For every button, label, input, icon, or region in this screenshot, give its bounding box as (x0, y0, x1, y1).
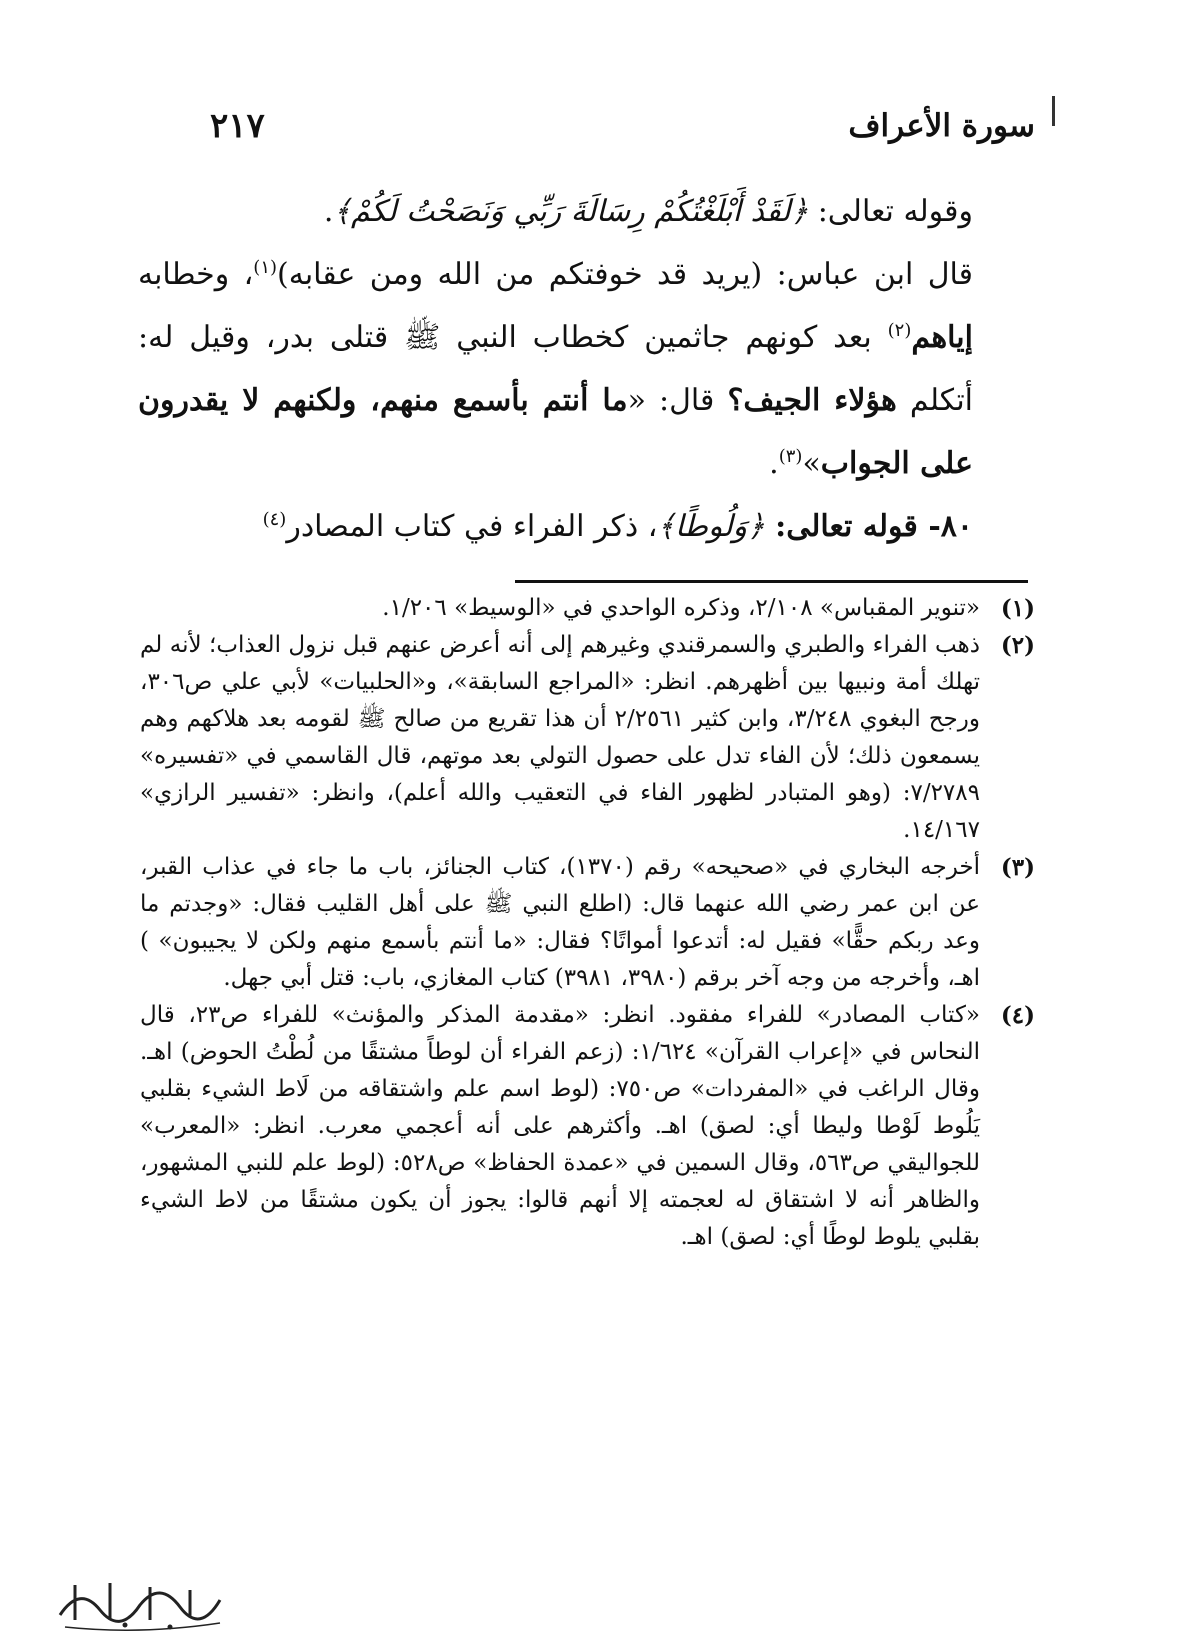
footnote-item (140, 627, 1035, 849)
footnote-number: (٣) (1000, 854, 1035, 881)
paragraph-verse-quote (138, 180, 1028, 243)
calligraphy-logo-svg (50, 1565, 230, 1635)
text-segment: ، ذكر الفراء في كتاب المصادر (286, 509, 658, 544)
bold-text: هؤلاء الجيف؟ (727, 383, 897, 418)
footnote-item (140, 590, 1035, 627)
footnote-divider (515, 580, 1028, 583)
paragraph-verse-80 (138, 495, 1028, 558)
footnotes (140, 590, 1035, 1256)
footnote-text: ذهب الفراء والطبري والسمرقندي وغيرهم إلى أنه أعرض عنهم قبل نزول العذاب؛ لأنه لم تهلك أمة ونبيها بين أظهرهم. انظر: «المراجع السابقة»، و«الحلبيات» لأبي علي ص٣٠٦، ورجح البغوي ٣/٢٤٨، وابن كثير ٢/٢٥٦١ أن هذا تقريع من صالح ﷺ لقومه بعد هلاكهم وهم يسمعون ذلك؛ لأن الفاء تدل على حصول التولي بعد موتهم، قال القاسمي في «تفسيره» ٧/٢٧٨٩: (وهو المتبادر لظهور الفاء في التعقيب والله أعلم)، وانظر: «تفسير الرازي» ١٤/١٦٧. (140, 632, 980, 843)
footnote-item (140, 997, 1035, 1256)
page-header (200, 108, 1035, 158)
text-segment: ، وخطابه (138, 257, 254, 292)
paragraph-end: . (323, 194, 334, 229)
page-number: ٢١٧ (210, 106, 265, 146)
calligraphy-logo-icon (40, 1560, 240, 1640)
paragraph-ibn-abbas (138, 243, 1028, 495)
footnote-ref-1[interactable]: (١) (253, 257, 278, 278)
quran-verse: ﴿لَقَدْ أَبْلَغْتُكُمْ رِسَالَةَ رَبِّي وَنَصَحْتُ لَكُمْ﴾ (333, 194, 809, 229)
footnote-text: أخرجه البخاري في «صحيحه» رقم (١٣٧٠)، كتاب الجنائز، باب ما جاء في عذاب القبر، عن ابن عمر رضي الله عنهما قال: (اطلع النبي ﷺ على أهل القليب فقال: «وجدتم ما وعد ربكم حقًّا» فقيل له: أتدعوا أمواتًا؟ فقال: «ما أنتم بأسمع منهم ولكن لا يجيبون» ) اهـ، وأخرجه من وجه آخر برقم (٣٩٨٠، ٣٩٨١) كتاب المغازي، باب: قتل أبي جهل. (140, 854, 981, 991)
footnote-number: (٢) (1000, 632, 1035, 659)
bold-hadith-text: ما أنتم بأسمع منهم، ولكنهم لا يقدرون على الجواب (138, 383, 973, 481)
footnote-ref-4[interactable]: (٤) (262, 509, 287, 530)
text-segment: » (802, 446, 821, 481)
verse-number-lead: ٨٠- قوله تعالى: (764, 509, 973, 544)
running-title: سورة الأعراف (848, 108, 1035, 144)
text-segment: قال: « (627, 383, 728, 418)
footnote-ref-2[interactable]: (٢) (887, 320, 912, 341)
footnote-item (140, 849, 1035, 997)
header-mark (1052, 96, 1055, 126)
footnote-number: (٤) (1000, 1002, 1035, 1029)
quran-verse: ﴿وَلُوطًا﴾ (657, 509, 765, 544)
paragraph-lead: وقوله تعالى: (808, 194, 973, 229)
text-segment: . (769, 446, 779, 481)
bold-text: إياهم (911, 320, 973, 355)
footnote-text: «كتاب المصادر» للفراء مفقود. انظر: «مقدمة المذكر والمؤنث» للفراء ص٢٣، قال النحاس في «إعراب القرآن» ١/٦٢٤: (زعم الفراء أن لوطاً مشتقًا من لُطْتُ الحوض) اهـ. وقال الراغب في «المفردات» ص٧٥٠: (لوط اسم علم واشتقاقه من لَاط الشيء بقلبي يَلُوط لَوْطا وليطا أي: لصق) اهـ. وأكثرهم على أنه أعجمي معرب. انظر: «المعرب» للجواليقي ص٥٦٣، وقال السمين في «عمدة الحفاظ» ص٥٢٨: (لوط علم للنبي المشهور، والظاهر أنه لا اشتقاق له لعجمته إلا أنهم قالوا: يجوز أن يكون مشتقًا من لاط الشيء بقلبي يلوط لوطًا أي: لصق) اهـ. (140, 1002, 981, 1250)
footnote-number: (١) (1000, 595, 1035, 622)
footnote-text: «تنوير المقباس» ٢/١٠٨، وذكره الواحدي في «الوسيط» ١/٢٠٦. (382, 595, 980, 621)
text-segment: بعد كونهم جاثمين كخطاب النبي ﷺ قتلى بدر، وقيل له: أتكلم (138, 320, 974, 418)
text-segment: قال ابن عباس: (يريد قد خوفتكم من الله ومن عقابه) (277, 257, 974, 292)
main-text (138, 180, 1028, 558)
footnote-ref-3[interactable]: (٣) (778, 446, 803, 467)
